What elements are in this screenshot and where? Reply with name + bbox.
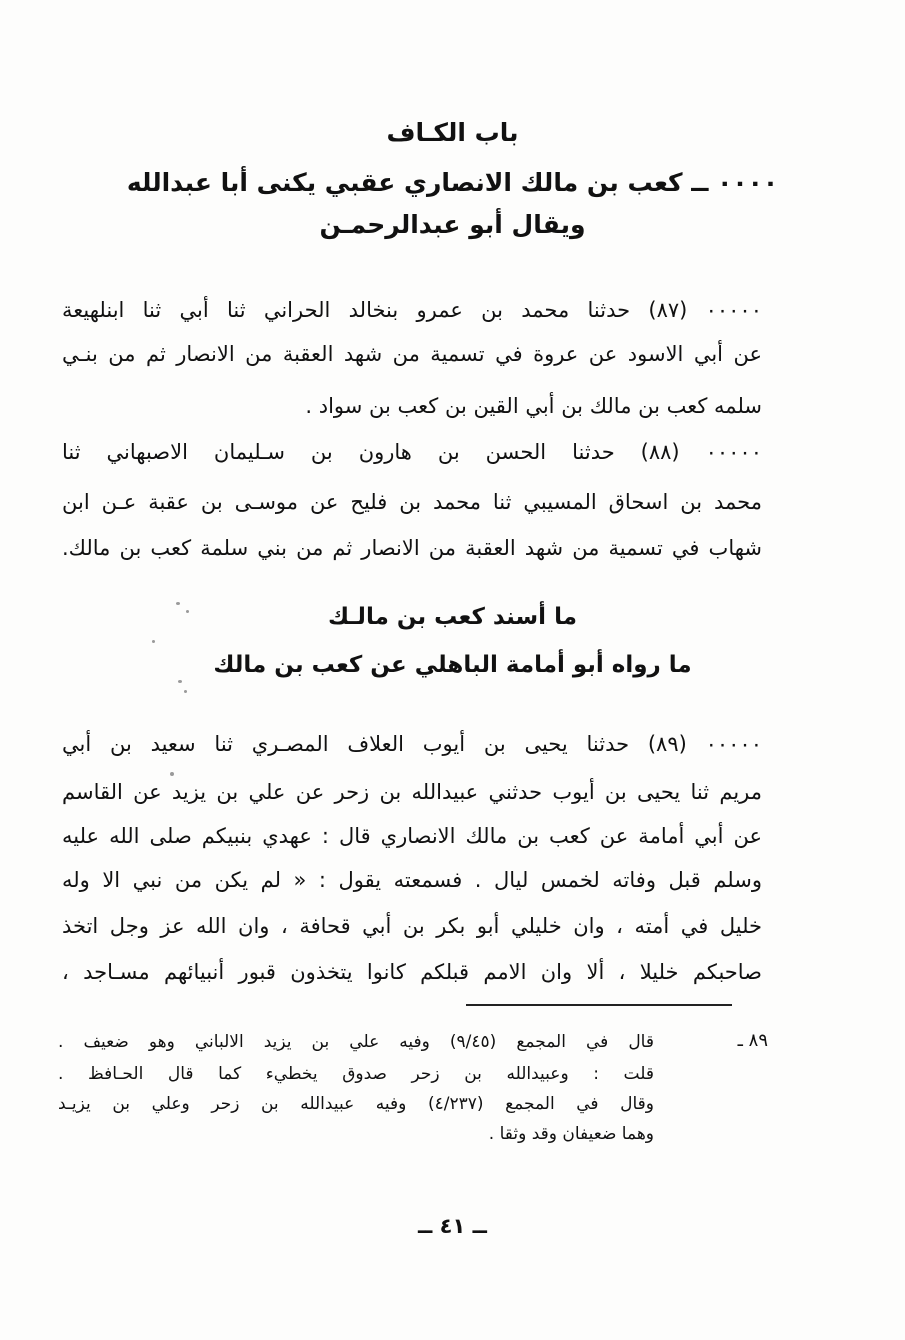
hadith-88-line-1: ٠٠٠٠٠ (٨٨) حدثنا الحسن بن هارون بن سـليمان الاصبهاني ثنا (62, 440, 762, 464)
hadith-89-line-5: خليل في أمته ، وان خليلي أبو بكر بن أبي قحافة ، وان الله عز وجل اتخذ (62, 914, 762, 938)
page-number: ــ ٤١ ــ (418, 1214, 487, 1238)
footnote-line-1: قال في المجمع (٩/٤٥) وفيه علي بن يزيد الالباني وهو ضعيف . (58, 1032, 654, 1052)
hadith-89-line-4: وسلم قبل وفاته لخمس ليال . فسمعته يقول : « لم يكن من نبي الا وله (62, 868, 762, 892)
hadith-89-line-2: مريم ثنا يحيى بن أيوب حدثني عبيدالله بن زحر عن علي بن يزيد عن القاسم (62, 780, 762, 804)
scan-speck (170, 772, 174, 776)
footnote-line-3: وقال في المجمع (٤/٢٣٧) وفيه عبيدالله بن زحر وعلي بن يزيـد (58, 1094, 654, 1114)
hadith-87-line-1: ٠٠٠٠٠ (٨٧) حدثنا محمد بن عمرو بنخالد الحراني ثنا أبي ثنا ابنلهيعة (62, 298, 762, 322)
hadith-89-line-1: ٠٠٠٠٠ (٨٩) حدثنا يحيى بن أيوب العلاف المصـري ثنا سعيد بن أبي (62, 732, 762, 756)
scan-speck (152, 640, 155, 643)
chapter-title: باب الكـاف (386, 118, 519, 147)
scan-speck (176, 602, 180, 605)
footnote-number: ٨٩ ـ (737, 1030, 768, 1051)
section-title-1: ما أسند كعب بن مالـك (328, 604, 577, 630)
hadith-89-line-6: صاحبكم خليلا ، ألا وان الامم قبلكم كانوا يتخذون قبور أنبيائهم مسـاجد ، (62, 960, 762, 984)
footnote-line-2: قلت : وعبيدالله بن زحر صدوق يخطيء كما قال الحـافظ . (58, 1064, 654, 1084)
hadith-89-line-3: عن أبي أمامة عن كعب بن مالك الانصاري قال : عهدي بنبيكم صلى الله عليه (62, 824, 762, 848)
section-title-2: ما رواه أبو أمامة الباهلي عن كعب بن مالك (213, 652, 692, 678)
footnote-divider (466, 1004, 732, 1006)
hadith-87-line-3: سلمه كعب بن مالك بن أبي القين بن كعب بن سواد . (305, 394, 762, 418)
scan-speck (178, 680, 182, 683)
footnote-line-4: وهما ضعيفان وقد وثقا . (488, 1124, 654, 1144)
scan-speck (186, 610, 189, 613)
hadith-87-line-2: عن أبي الاسود عن عروة في تسمية من شهد العقبة من الانصار ثم من بنـي (62, 342, 762, 366)
hadith-88-line-2: محمد بن اسحاق المسيبي ثنا محمد بن فليح عن موسـى بن عقبة عـن ابن (62, 490, 762, 514)
entry-title-line-1: ٠٠٠٠ ــ كعب بن مالك الانصاري عقبي يكنى أبا عبدالله (126, 168, 779, 197)
hadith-88-line-3: شهاب في تسمية من شهد العقبة من الانصار ثم من بني سلمة كعب بن مالك. (62, 536, 762, 560)
entry-title-line-2: ويقال أبو عبدالرحمـن (319, 210, 586, 239)
scan-speck (184, 690, 187, 693)
